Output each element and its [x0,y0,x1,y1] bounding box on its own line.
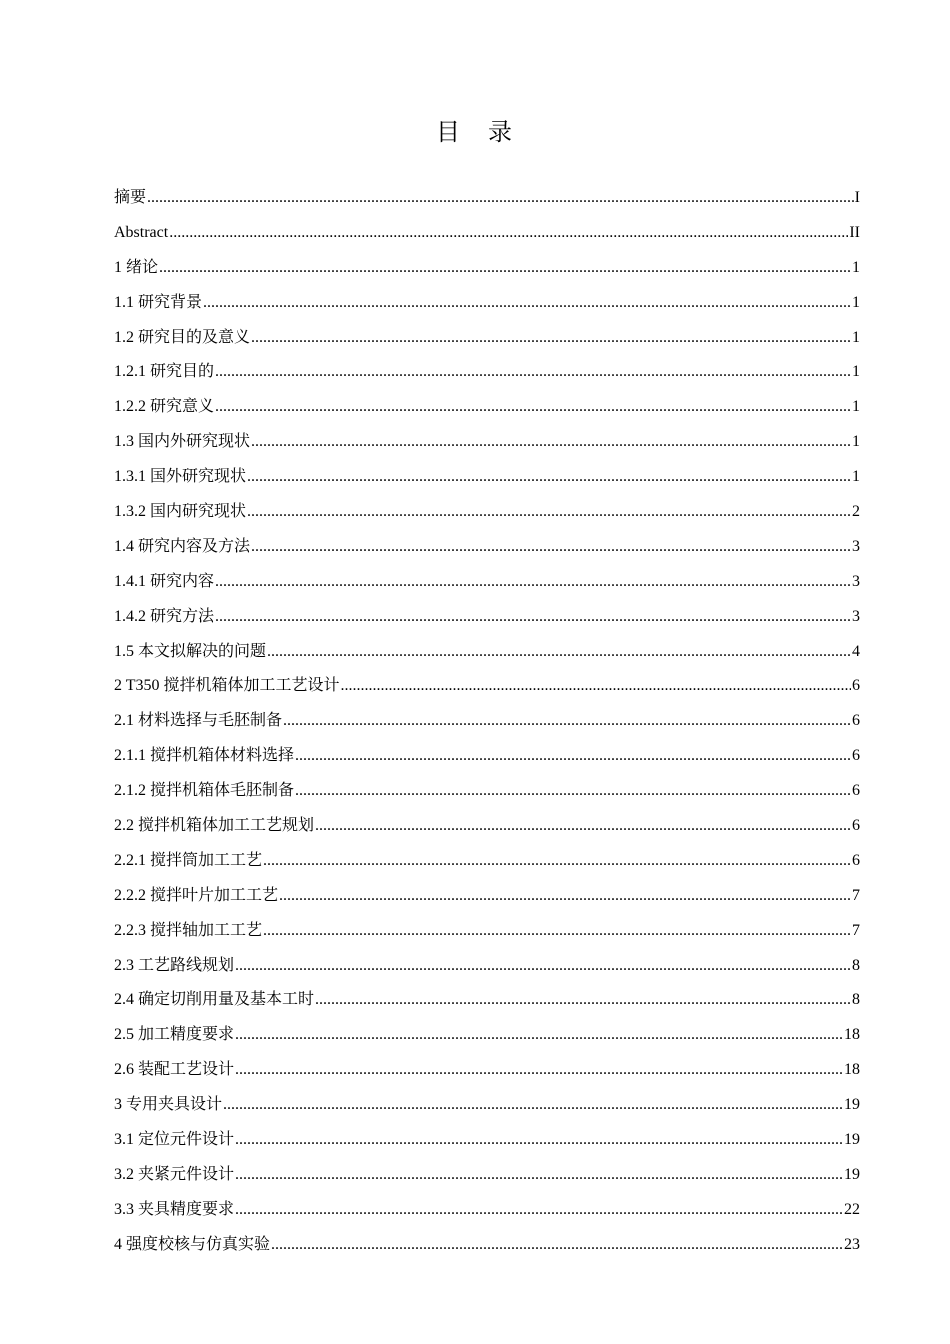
toc-entry-page-number: 19 [844,1131,860,1149]
toc-dot-leader [295,739,851,774]
toc-dot-leader [235,1193,843,1228]
toc-entry-page-number: 7 [852,921,860,939]
toc-entry[interactable] [114,774,860,809]
toc-entry-label: 1.5 本文拟解决的问题 [114,642,267,660]
toc-entry-page-number: 6 [852,677,860,695]
toc-entry-page-number: 1 [852,468,860,486]
toc-entry[interactable] [114,879,860,914]
toc-entry[interactable] [114,181,860,216]
toc-dot-leader [203,286,851,321]
toc-entry-label: 2.2.3 搅拌轴加工工艺 [114,921,263,939]
toc-entry-page-number: 7 [852,886,860,904]
toc-entry[interactable] [114,530,860,565]
toc-entry[interactable] [114,600,860,635]
toc-entry[interactable] [114,914,860,949]
toc-entry-page-number: 19 [844,1096,860,1114]
toc-dot-leader [169,216,848,251]
toc-entry[interactable] [114,286,860,321]
toc-entry[interactable] [114,216,860,251]
toc-entry-label: 2.1.1 搅拌机箱体材料选择 [114,747,295,765]
toc-entry[interactable] [114,1193,860,1228]
toc-dot-leader [223,1088,843,1123]
toc-entry[interactable] [114,1018,860,1053]
toc-entry-page-number: 1 [852,258,860,276]
toc-entry-label: 3 专用夹具设计 [114,1096,223,1114]
toc-dot-leader [251,321,851,356]
toc-dot-leader [251,530,851,565]
toc-entry-page-number: 22 [844,1200,860,1218]
toc-entry-page-number: 1 [852,328,860,346]
toc-dot-leader [235,949,851,984]
toc-dot-leader [315,983,851,1018]
toc-entry-label: 1.3.1 国外研究现状 [114,468,247,486]
toc-entry[interactable] [114,1088,860,1123]
toc-entry-page-number: 6 [852,747,860,765]
toc-entry-label: 2.1 材料选择与毛胚制备 [114,712,283,730]
toc-dot-leader [263,844,851,879]
toc-dot-leader [295,774,851,809]
toc-dot-leader [251,425,851,460]
toc-entry[interactable] [114,669,860,704]
toc-entry-label: 1.4 研究内容及方法 [114,537,251,555]
toc-dot-leader [235,1123,843,1158]
toc-entry-label: 1.2.1 研究目的 [114,363,215,381]
toc-dot-leader [215,355,851,390]
toc-dot-leader [215,390,851,425]
toc-entry[interactable] [114,635,860,670]
toc-entry-page-number: 18 [844,1026,860,1044]
toc-entry[interactable] [114,739,860,774]
toc-entry-label: 2.2 搅拌机箱体加工工艺规划 [114,817,315,835]
toc-entry-label: 2.6 装配工艺设计 [114,1061,235,1079]
toc-entry[interactable] [114,495,860,530]
table-of-contents [114,181,860,1263]
toc-entry-page-number: 23 [844,1235,860,1253]
toc-dot-leader [271,1228,843,1263]
toc-dot-leader [147,181,854,216]
toc-entry-label: 2.2.1 搅拌筒加工工艺 [114,851,263,869]
toc-entry-page-number: 19 [844,1165,860,1183]
toc-entry-page-number: 1 [852,363,860,381]
toc-entry-label: 2.3 工艺路线规划 [114,956,235,974]
toc-entry-label: 1.1 研究背景 [114,293,203,311]
toc-entry-page-number: 6 [852,782,860,800]
toc-entry[interactable] [114,355,860,390]
toc-entry[interactable] [114,460,860,495]
toc-entry-page-number: 6 [852,817,860,835]
toc-entry-label: 3.3 夹具精度要求 [114,1200,235,1218]
toc-dot-leader [267,635,851,670]
toc-entry-label: 2.4 确定切削用量及基本工时 [114,991,315,1009]
toc-entry-label: 1.3 国内外研究现状 [114,433,251,451]
toc-entry[interactable] [114,1228,860,1263]
toc-entry-page-number: 1 [852,433,860,451]
toc-entry-page-number: 8 [852,991,860,1009]
toc-entry-page-number: 18 [844,1061,860,1079]
toc-entry-page-number: 3 [852,537,860,555]
toc-dot-leader [247,460,851,495]
toc-dot-leader [215,600,851,635]
page-title: 目 录 [436,118,514,146]
toc-dot-leader [315,809,851,844]
toc-entry[interactable] [114,1123,860,1158]
toc-entry-label: 2.2.2 搅拌叶片加工工艺 [114,886,279,904]
toc-entry-page-number: 6 [852,851,860,869]
toc-dot-leader [283,704,851,739]
toc-entry[interactable] [114,425,860,460]
toc-dot-leader [235,1158,843,1193]
toc-entry-page-number: 2 [852,503,860,521]
toc-entry-label: 3.2 夹紧元件设计 [114,1165,235,1183]
toc-entry-page-number: 8 [852,956,860,974]
toc-entry-label: 1.2.2 研究意义 [114,398,215,416]
toc-entry[interactable] [114,983,860,1018]
toc-dot-leader [247,495,851,530]
toc-entry[interactable] [114,390,860,425]
toc-entry-label: 1 绪论 [114,258,159,276]
toc-dot-leader [159,251,851,286]
toc-entry-label: 1.2 研究目的及意义 [114,328,251,346]
toc-dot-leader [235,1018,843,1053]
toc-entry[interactable] [114,1053,860,1088]
toc-entry-page-number: 3 [852,572,860,590]
toc-entry-label: 2.5 加工精度要求 [114,1026,235,1044]
toc-entry-label: Abstract [114,223,169,241]
toc-entry-page-number: II [849,223,860,241]
toc-entry-label: 1.4.1 研究内容 [114,572,215,590]
toc-entry-page-number: 1 [852,293,860,311]
toc-entry[interactable] [114,565,860,600]
toc-entry[interactable] [114,949,860,984]
toc-entry-label: 3.1 定位元件设计 [114,1131,235,1149]
toc-entry-page-number: 3 [852,607,860,625]
toc-entry-label: 4 强度校核与仿真实验 [114,1235,271,1253]
toc-entry[interactable] [114,1158,860,1193]
toc-entry-page-number: 1 [852,398,860,416]
toc-dot-leader [263,914,851,949]
toc-entry-label: 1.4.2 研究方法 [114,607,215,625]
toc-entry-page-number: 4 [852,642,860,660]
toc-entry[interactable] [114,251,860,286]
toc-entry-label: 2.1.2 搅拌机箱体毛胚制备 [114,782,295,800]
toc-entry[interactable] [114,809,860,844]
toc-entry-page-number: I [854,189,860,206]
toc-entry-label: 2 T350 搅拌机箱体加工工艺设计 [114,677,340,695]
toc-entry[interactable] [114,844,860,879]
toc-dot-leader [341,669,852,704]
toc-entry[interactable] [114,704,860,739]
toc-entry-label: 1.3.2 国内研究现状 [114,503,247,521]
toc-entry-label: 摘要 [114,189,147,206]
toc-dot-leader [279,879,851,914]
toc-dot-leader [215,565,851,600]
toc-entry[interactable] [114,321,860,356]
toc-dot-leader [235,1053,843,1088]
toc-entry-page-number: 6 [852,712,860,730]
